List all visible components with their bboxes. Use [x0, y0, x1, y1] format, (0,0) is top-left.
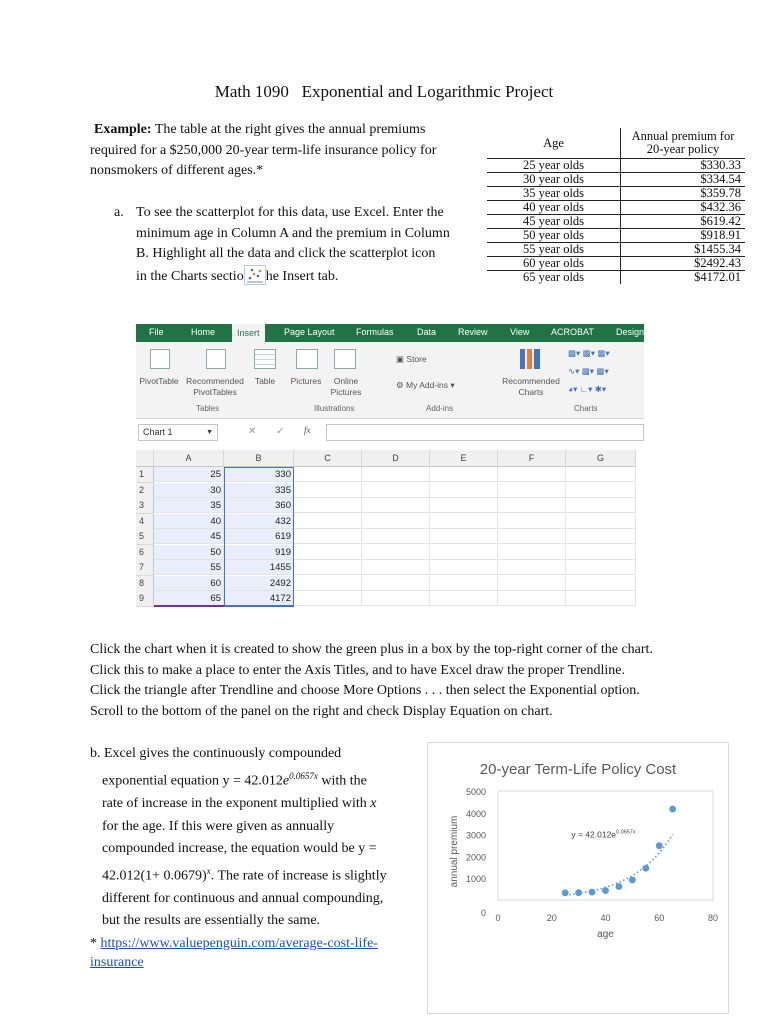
instruction-line-4: Scroll to the bottom of the panel on the right and check Display Equation on chart. [90, 703, 553, 719]
grid-cell[interactable] [362, 560, 430, 575]
data-point [642, 865, 649, 872]
cancel-icon[interactable]: ✕ [248, 426, 257, 437]
y-tick-label: 1000 [465, 874, 486, 885]
grid-cell[interactable] [498, 591, 566, 606]
instruction-line-1: Click the chart when it is created to show the green plus in a box by the top-right corner of the chart. [90, 642, 653, 657]
plot-area [498, 791, 713, 900]
step-b-line-4: for the age. If this were given as annually [102, 818, 335, 834]
grid-cell[interactable] [362, 529, 430, 544]
group-addins: Add-ins [426, 404, 454, 413]
data-point [616, 883, 623, 890]
grid-cell[interactable] [362, 498, 430, 513]
cell-a9[interactable]: 65 [154, 591, 224, 606]
grid-cell[interactable] [498, 514, 566, 529]
formula-input[interactable] [326, 424, 644, 441]
cell-a7[interactable]: 55 [154, 560, 224, 575]
cell-b6[interactable]: 919 [224, 545, 294, 560]
grid-cell[interactable] [566, 560, 636, 575]
pivottable-icon[interactable] [150, 349, 170, 369]
recommended-pivottables-icon[interactable] [206, 349, 226, 369]
grid-cell[interactable] [294, 560, 362, 575]
page-title: Math 1090 Exponential and Logarithmic Project [214, 82, 554, 101]
cell-a8[interactable]: 60 [154, 576, 224, 591]
excel-screenshot [136, 324, 644, 610]
cell-b3[interactable]: 360 [224, 498, 294, 513]
chart-svg [428, 743, 728, 1013]
group-illustrations: Illustrations [314, 404, 355, 413]
table-button[interactable]: Table [254, 376, 276, 386]
example-line-1: The table at the right gives the annual premiums [154, 122, 426, 137]
age-cell: 25 year olds [487, 159, 621, 173]
recommended-pivottables-button[interactable]: Recommended PivotTables [186, 376, 244, 397]
pie-chart-icon[interactable]: ◕▾ ∟▾ ✱▾ [568, 384, 607, 394]
grid-cell[interactable] [294, 529, 362, 544]
grid-cell[interactable] [294, 514, 362, 529]
age-cell: 30 year olds [487, 173, 621, 187]
worksheet-grid [136, 450, 644, 610]
grid-cell[interactable] [362, 545, 430, 560]
premium-cell: $918.91 [621, 229, 746, 243]
grid-cell[interactable] [362, 467, 430, 482]
grid-cell[interactable] [566, 483, 636, 498]
table-row [487, 159, 745, 173]
example-line-2: required for a $250,000 20-year term-life insurance policy for [90, 142, 437, 158]
table-row [487, 173, 745, 187]
step-b-line-5: compounded increase, the equation would be y = [102, 840, 377, 856]
grid-cell[interactable] [566, 467, 636, 482]
premium-cell: $334.54 [621, 173, 746, 187]
x-tick-label: 0 [495, 913, 501, 923]
premium-cell: $2492.43 [621, 257, 746, 271]
premium-column-header: Annual premium for 20-year policy [621, 128, 746, 159]
grid-cell[interactable] [498, 467, 566, 482]
column-header-a[interactable]: A [154, 450, 224, 467]
tab-design[interactable]: Design [616, 327, 644, 337]
y-tick-label: 2000 [465, 852, 486, 863]
y-tick-label: 0 [480, 908, 486, 918]
select-all-corner[interactable] [136, 450, 154, 467]
row-header-4[interactable]: 4 [136, 514, 154, 530]
instruction-line-3: Click the triangle after Trendline and choose More Options . . . then select the Exponential option. [90, 683, 640, 698]
row-header-5[interactable]: 5 [136, 529, 154, 545]
online-pictures-icon[interactable] [334, 349, 356, 369]
data-point [629, 877, 636, 884]
table-row [487, 271, 745, 285]
line-chart-icon[interactable]: ∿▾ ▩▾ ▩▾ [568, 366, 609, 376]
fx-icon[interactable]: fx [304, 425, 311, 435]
row-header-2[interactable]: 2 [136, 483, 154, 499]
chart-title: 20-year Term-Life Policy Cost [479, 761, 677, 778]
trendline-equation: $y = 42.012e^{0.0657x}$ [571, 829, 636, 840]
table-row [487, 229, 745, 243]
cell-a1[interactable]: 25 [154, 467, 224, 482]
step-a-text [136, 203, 481, 287]
step-a-line-3: B. Highlight all the data and click the scatterplot icon [136, 246, 436, 261]
x-tick-label: 60 [654, 913, 665, 923]
row-header-6[interactable]: 6 [136, 545, 154, 561]
data-point [575, 889, 582, 896]
step-a-line-1: To see the scatterplot for this data, use Excel. Enter the [136, 205, 444, 220]
tab-acrobat[interactable]: ACROBAT [551, 327, 594, 337]
table-row [487, 243, 745, 257]
chevron-down-icon: ▼ [206, 429, 213, 436]
grid-cell[interactable] [430, 529, 498, 544]
row-header-9[interactable]: 9 [136, 591, 154, 607]
tab-file[interactable]: File [149, 327, 164, 337]
cell-b2[interactable]: 335 [224, 483, 294, 498]
y-tick-label: 4000 [465, 808, 486, 819]
premium-cell: $1455.34 [621, 243, 746, 257]
grid-cell[interactable] [498, 498, 566, 513]
age-cell: 55 year olds [487, 243, 621, 257]
age-cell: 40 year olds [487, 201, 621, 215]
age-cell: 45 year olds [487, 215, 621, 229]
example-label: Example: [94, 122, 152, 137]
grid-cell[interactable] [430, 591, 498, 606]
data-point [562, 889, 569, 896]
grid-cell[interactable] [430, 560, 498, 575]
grid-cell[interactable] [498, 483, 566, 498]
tab-home[interactable]: Home [191, 327, 216, 337]
grid-cell[interactable] [566, 591, 636, 606]
cell-a5[interactable]: 45 [154, 529, 224, 544]
column-chart-icon[interactable]: ▩▾ ▩▾ ▩▾ [568, 348, 610, 358]
grid-cell[interactable] [430, 483, 498, 498]
grid-cell[interactable] [566, 545, 636, 560]
x-axis-label: age [597, 929, 614, 940]
step-b-text: b. Excel gives the continuously compounded exponential equation $y = 42.012e^{0.0657x}$ with the rate of increase in the exponent multiplied with x for the age. If this were given as annually compounded increase, the equation would be y = $42.012(1+ 0.0679)^x$. The rate of increase is slightly different for continuous and annual compounding, but the results are essentially the same. * https://www.valuepenguin.com/average-cost-life- insurance [90, 743, 425, 972]
premium-cell: $4172.01 [621, 271, 746, 285]
premium-cell: $359.78 [621, 187, 746, 201]
row-header-7[interactable]: 7 [136, 560, 154, 576]
name-box[interactable]: Chart 1 ▼ [138, 424, 218, 441]
x-tick-label: 40 [600, 913, 611, 923]
column-header-g[interactable]: G [566, 450, 636, 467]
enter-icon[interactable]: ✓ [276, 426, 285, 437]
step-b-line-7: different for continuous and annual compounding, [102, 891, 384, 907]
source-link[interactable]: https://www.valuepenguin.com/average-cost-life- [100, 935, 378, 951]
grid-cell[interactable] [362, 576, 430, 591]
example-paragraph [90, 120, 474, 182]
step-a-line-4a: in the Charts sectio [136, 268, 244, 284]
table-row [487, 187, 745, 201]
scatterplot-icon [244, 265, 266, 285]
row-header-3[interactable]: 3 [136, 498, 154, 514]
premium-table [487, 128, 745, 284]
y-tick-label: 3000 [465, 830, 486, 841]
grid-cell[interactable] [294, 545, 362, 560]
cell-b7[interactable]: 1455 [224, 560, 294, 575]
step-a-line-2: minimum age in Column A and the premium in Column [136, 225, 450, 241]
cell-a4[interactable]: 40 [154, 514, 224, 529]
cell-b4[interactable]: 432 [224, 514, 294, 529]
grid-cell[interactable] [294, 483, 362, 498]
cell-a2[interactable]: 30 [154, 483, 224, 498]
grid-cell[interactable] [430, 576, 498, 591]
cell-b9[interactable]: 4172 [224, 591, 294, 606]
column-header-f[interactable]: F [498, 450, 566, 467]
grid-cell[interactable] [430, 498, 498, 513]
grid-cell[interactable] [566, 498, 636, 513]
instruction-line-2: Click this to make a place to enter the Axis Titles, and to have Excel draw the proper Trendline. [90, 662, 626, 678]
tab-page-layout[interactable]: Page Layout [284, 327, 335, 337]
cell-b1[interactable]: 330 [224, 467, 294, 482]
grid-cell[interactable] [430, 467, 498, 482]
column-header-e[interactable]: E [430, 450, 498, 467]
cell-a6[interactable]: 50 [154, 545, 224, 560]
step-b-line-1: b. Excel gives the continuously compounded [90, 746, 342, 761]
range-b-highlight [224, 467, 294, 607]
cell-b5[interactable]: 619 [224, 529, 294, 544]
grid-cell[interactable] [566, 514, 636, 529]
tab-insert[interactable]: Insert [232, 324, 265, 342]
age-column-header: Age [543, 135, 564, 150]
grid-cell[interactable] [294, 576, 362, 591]
step-a-marker: a. [114, 205, 124, 220]
example-line-3: nonsmokers of different ages.* [90, 163, 264, 178]
instructions [90, 640, 750, 722]
recommended-charts-button[interactable]: Recommended Charts [502, 376, 560, 397]
scatter-chart[interactable] [427, 742, 729, 1014]
group-tables: Tables [196, 404, 220, 413]
grid-cell[interactable] [498, 545, 566, 560]
column-header-c[interactable]: C [294, 450, 362, 467]
tab-view[interactable]: View [510, 327, 530, 337]
table-row [487, 257, 745, 271]
grid-cell[interactable] [294, 498, 362, 513]
tab-data[interactable]: Data [417, 327, 437, 337]
y-tick-label: 5000 [465, 787, 486, 797]
group-charts: Charts [574, 404, 598, 413]
column-header-b[interactable]: B [224, 450, 294, 467]
grid-cell[interactable] [498, 529, 566, 544]
data-point [669, 806, 676, 813]
y-axis-label: annual premium [449, 815, 460, 888]
range-a-highlight [154, 467, 224, 607]
grid-cell[interactable] [430, 514, 498, 529]
age-cell: 35 year olds [487, 187, 621, 201]
premium-cell: $619.42 [621, 215, 746, 229]
online-pictures-button[interactable]: Online Pictures [330, 376, 362, 397]
insert-ribbon [136, 342, 644, 419]
grid-cell[interactable] [430, 545, 498, 560]
formula-bar [136, 420, 644, 444]
tab-formulas[interactable]: Formulas [356, 327, 394, 337]
x-tick-label: 20 [546, 913, 557, 923]
age-cell: 50 year olds [487, 229, 621, 243]
grid-cell[interactable] [498, 560, 566, 575]
age-cell: 60 year olds [487, 257, 621, 271]
tab-review[interactable]: Review [458, 327, 488, 337]
age-cell: 65 year olds [487, 271, 621, 285]
x-tick-label: 80 [707, 913, 719, 923]
table-row [487, 215, 745, 229]
addins-icon: ⚙ [396, 380, 406, 390]
grid-cell[interactable] [362, 514, 430, 529]
data-point [656, 842, 663, 849]
data-point [589, 889, 596, 896]
table-icon[interactable] [254, 349, 276, 369]
grid-cell[interactable] [362, 591, 430, 606]
my-addins-button[interactable]: ⚙ My Add-ins ▾ [396, 380, 455, 390]
step-b-line-8: but the results are essentially the same. [102, 913, 321, 929]
ribbon-tab-bar [136, 324, 644, 342]
grid-cell[interactable] [566, 576, 636, 591]
table-row [487, 201, 745, 215]
grid-cell[interactable] [566, 529, 636, 544]
premium-cell: $330.33 [621, 159, 746, 173]
store-icon: ▣ [396, 354, 407, 364]
pivottable-button[interactable]: PivotTable [139, 376, 179, 386]
source-link-continued[interactable]: insurance [90, 954, 144, 970]
cell-b8[interactable]: 2492 [224, 576, 294, 591]
pictures-button[interactable]: Pictures [290, 376, 322, 386]
store-button[interactable]: ▣ Store [396, 354, 427, 364]
premium-cell: $432.36 [621, 201, 746, 215]
data-point [602, 887, 609, 894]
grid-cell[interactable] [294, 591, 362, 606]
recommended-charts-icon[interactable] [520, 349, 540, 369]
row-header-1[interactable]: 1 [136, 467, 154, 483]
cell-a3[interactable]: 35 [154, 498, 224, 513]
pictures-icon[interactable] [296, 349, 318, 369]
grid-cell[interactable] [294, 467, 362, 482]
row-header-8[interactable]: 8 [136, 576, 154, 592]
grid-cell[interactable] [498, 576, 566, 591]
step-a-line-4b: he Insert tab. [265, 268, 339, 284]
grid-cell[interactable] [362, 483, 430, 498]
column-header-d[interactable]: D [362, 450, 430, 467]
